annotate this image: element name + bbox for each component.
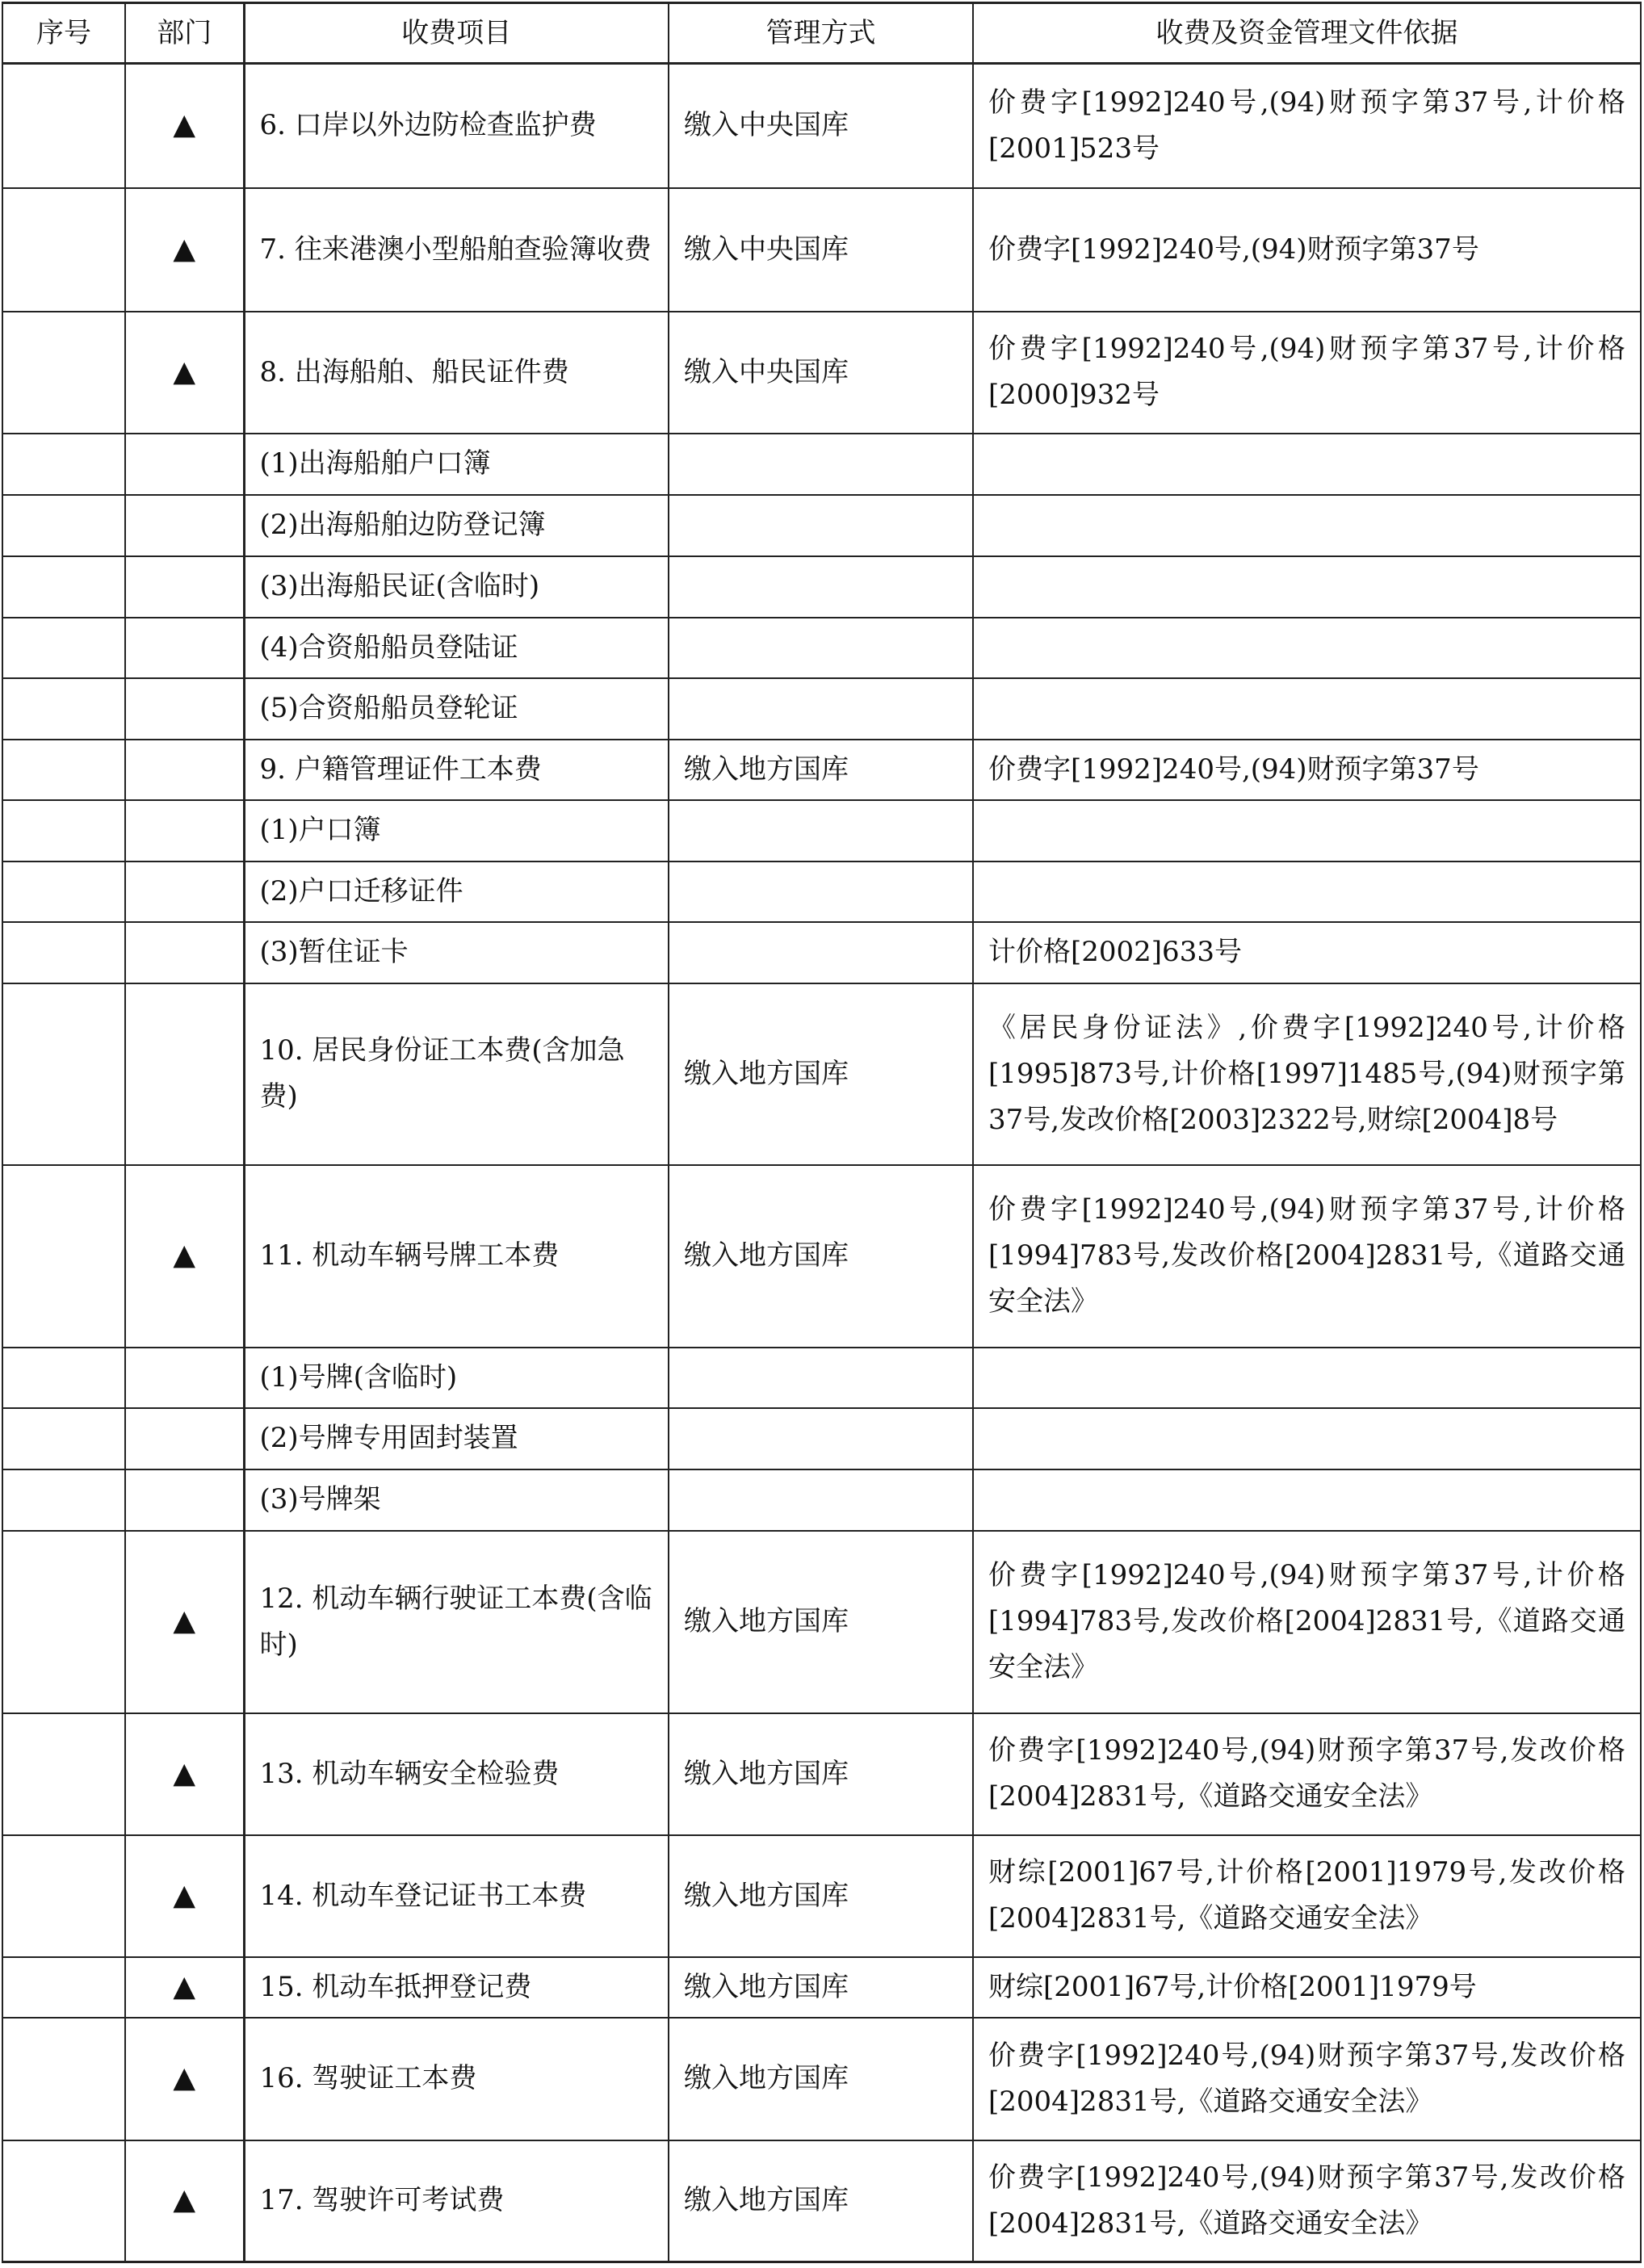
table-row xyxy=(2,2140,1641,2262)
row-mgmt: 缴入地方国库 xyxy=(669,2018,973,2140)
row-mgmt xyxy=(669,800,973,862)
table-row xyxy=(2,495,1641,556)
table-row xyxy=(2,1957,1641,2018)
row-mgmt xyxy=(669,678,973,740)
row-mgmt xyxy=(669,495,973,556)
row-mgmt: 缴入中央国库 xyxy=(669,312,973,434)
row-item: 17. 驾驶许可考试费 xyxy=(244,2140,669,2262)
table-row xyxy=(2,434,1641,495)
row-seq xyxy=(2,2018,125,2140)
row-basis: 价费字[1992]240号,(94)财预字第37号,发改价格[2004]2831号,《道路交通安全法》 xyxy=(973,2140,1641,2262)
row-item: (2)户口迁移证件 xyxy=(244,862,669,922)
row-item: (1)号牌(含临时) xyxy=(244,1348,669,1408)
row-basis: 价费字[1992]240号,(94)财预字第37号 xyxy=(973,188,1641,312)
table-row xyxy=(2,2018,1641,2140)
header-item: 收费项目 xyxy=(244,3,669,64)
row-basis xyxy=(973,1408,1641,1469)
row-mgmt: 缴入中央国库 xyxy=(669,64,973,188)
row-mgmt: 缴入地方国库 xyxy=(669,1531,973,1713)
department-marker-icon: ▲ xyxy=(173,1878,196,1912)
row-seq xyxy=(2,1348,125,1408)
table-row xyxy=(2,1835,1641,1957)
row-seq xyxy=(2,1531,125,1713)
row-item: 11. 机动车辆号牌工本费 xyxy=(244,1165,669,1348)
table-row xyxy=(2,312,1641,434)
department-marker-icon: ▲ xyxy=(173,2061,196,2094)
header-seq: 序号 xyxy=(2,3,125,64)
header-mgmt: 管理方式 xyxy=(669,3,973,64)
table-row xyxy=(2,862,1641,922)
table-row xyxy=(2,678,1641,740)
table-row xyxy=(2,1531,1641,1713)
row-mgmt xyxy=(669,922,973,983)
row-item: (3)暂住证卡 xyxy=(244,922,669,983)
table-row xyxy=(2,556,1641,618)
table-row xyxy=(2,188,1641,312)
row-mgmt xyxy=(669,618,973,678)
row-basis xyxy=(973,618,1641,678)
table-row xyxy=(2,618,1641,678)
row-item: (1)出海船舶户口簿 xyxy=(244,434,669,495)
row-basis: 价费字[1992]240号,(94)财预字第37号,计价格[2001]523号 xyxy=(973,64,1641,188)
row-mgmt xyxy=(669,1469,973,1531)
row-mgmt xyxy=(669,1408,973,1469)
row-seq xyxy=(2,1165,125,1348)
row-seq xyxy=(2,312,125,434)
row-item: 15. 机动车抵押登记费 xyxy=(244,1957,669,2018)
row-seq xyxy=(2,188,125,312)
row-basis xyxy=(973,434,1641,495)
header-dept: 部门 xyxy=(125,3,244,64)
row-seq xyxy=(2,1469,125,1531)
row-seq xyxy=(2,1408,125,1469)
row-mgmt: 缴入中央国库 xyxy=(669,188,973,312)
department-marker-icon: ▲ xyxy=(173,1756,196,1790)
row-item: 14. 机动车登记证书工本费 xyxy=(244,1835,669,1957)
row-seq xyxy=(2,1957,125,2018)
header-basis: 收费及资金管理文件依据 xyxy=(973,3,1641,64)
row-seq xyxy=(2,922,125,983)
row-item: 13. 机动车辆安全检验费 xyxy=(244,1713,669,1835)
row-seq xyxy=(2,2140,125,2262)
row-basis xyxy=(973,556,1641,618)
row-basis xyxy=(973,1348,1641,1408)
department-marker-icon: ▲ xyxy=(173,1969,196,2003)
row-basis xyxy=(973,495,1641,556)
table-row xyxy=(2,1469,1641,1531)
row-mgmt xyxy=(669,1348,973,1408)
table-row xyxy=(2,1713,1641,1835)
row-seq xyxy=(2,556,125,618)
table-row xyxy=(2,1165,1641,1348)
table-row xyxy=(2,1408,1641,1469)
row-mgmt xyxy=(669,862,973,922)
row-item: 7. 往来港澳小型船舶查验簿收费 xyxy=(244,188,669,312)
row-mgmt xyxy=(669,434,973,495)
row-mgmt: 缴入地方国库 xyxy=(669,1957,973,2018)
row-basis: 价费字[1992]240号,(94)财预字第37号,发改价格[2004]2831号,《道路交通安全法》 xyxy=(973,2018,1641,2140)
row-mgmt: 缴入地方国库 xyxy=(669,740,973,800)
row-basis xyxy=(973,678,1641,740)
row-mgmt: 缴入地方国库 xyxy=(669,1165,973,1348)
table-row xyxy=(2,983,1641,1165)
table-row xyxy=(2,800,1641,862)
row-seq xyxy=(2,1713,125,1835)
row-seq xyxy=(2,862,125,922)
row-basis xyxy=(973,862,1641,922)
table-row xyxy=(2,922,1641,983)
row-seq xyxy=(2,618,125,678)
department-marker-icon: ▲ xyxy=(173,232,196,266)
row-basis: 计价格[2002]633号 xyxy=(973,922,1641,983)
row-mgmt: 缴入地方国库 xyxy=(669,1713,973,1835)
table-row xyxy=(2,1348,1641,1408)
row-seq xyxy=(2,678,125,740)
row-basis: 价费字[1992]240号,(94)财预字第37号,计价格[1994]783号,发改价格[2004]2831号,《道路交通安全法》 xyxy=(973,1165,1641,1348)
row-seq xyxy=(2,983,125,1165)
row-seq xyxy=(2,740,125,800)
row-mgmt: 缴入地方国库 xyxy=(669,1835,973,1957)
row-item: 9. 户籍管理证件工本费 xyxy=(244,740,669,800)
row-item: 16. 驾驶证工本费 xyxy=(244,2018,669,2140)
department-marker-icon: ▲ xyxy=(173,2183,196,2217)
row-basis: 价费字[1992]240号,(94)财预字第37号,发改价格[2004]2831号,《道路交通安全法》 xyxy=(973,1713,1641,1835)
row-mgmt: 缴入地方国库 xyxy=(669,2140,973,2262)
row-item: 6. 口岸以外边防检查监护费 xyxy=(244,64,669,188)
row-seq xyxy=(2,64,125,188)
row-basis: 价费字[1992]240号,(94)财预字第37号,计价格[1994]783号,发改价格[2004]2831号,《道路交通安全法》 xyxy=(973,1531,1641,1713)
row-seq xyxy=(2,800,125,862)
row-item: 12. 机动车辆行驶证工本费(含临时) xyxy=(244,1531,669,1713)
row-basis: 财综[2001]67号,计价格[2001]1979号,发改价格[2004]2831号,《道路交通安全法》 xyxy=(973,1835,1641,1957)
row-item: (2)号牌专用固封装置 xyxy=(244,1408,669,1469)
row-item: (1)户口簿 xyxy=(244,800,669,862)
row-basis: 价费字[1992]240号,(94)财预字第37号 xyxy=(973,740,1641,800)
table-row xyxy=(2,740,1641,800)
row-item: 8. 出海船舶、船民证件费 xyxy=(244,312,669,434)
row-seq xyxy=(2,495,125,556)
fee-table xyxy=(2,2,1642,2263)
row-basis: 《居民身份证法》,价费字[1992]240号,计价格[1995]873号,计价格[1997]1485号,(94)财预字第37号,发改价格[2003]2322号,财综[2004]8号 xyxy=(973,983,1641,1165)
row-basis xyxy=(973,1469,1641,1531)
table-row xyxy=(2,64,1641,188)
row-seq xyxy=(2,1835,125,1957)
row-mgmt: 缴入地方国库 xyxy=(669,983,973,1165)
department-marker-icon: ▲ xyxy=(173,1604,196,1637)
row-basis: 价费字[1992]240号,(94)财预字第37号,计价格[2000]932号 xyxy=(973,312,1641,434)
row-item: (3)出海船民证(含临时) xyxy=(244,556,669,618)
row-item: 10. 居民身份证工本费(含加急费) xyxy=(244,983,669,1165)
department-marker-icon: ▲ xyxy=(173,354,196,388)
row-item: (4)合资船船员登陆证 xyxy=(244,618,669,678)
row-basis xyxy=(973,800,1641,862)
row-basis: 财综[2001]67号,计价格[2001]1979号 xyxy=(973,1957,1641,2018)
row-item: (3)号牌架 xyxy=(244,1469,669,1531)
header-row xyxy=(2,3,1641,64)
department-marker-icon: ▲ xyxy=(173,1239,196,1272)
row-seq xyxy=(2,434,125,495)
row-mgmt xyxy=(669,556,973,618)
department-marker-icon: ▲ xyxy=(173,108,196,142)
row-item: (2)出海船舶边防登记簿 xyxy=(244,495,669,556)
row-item: (5)合资船船员登轮证 xyxy=(244,678,669,740)
